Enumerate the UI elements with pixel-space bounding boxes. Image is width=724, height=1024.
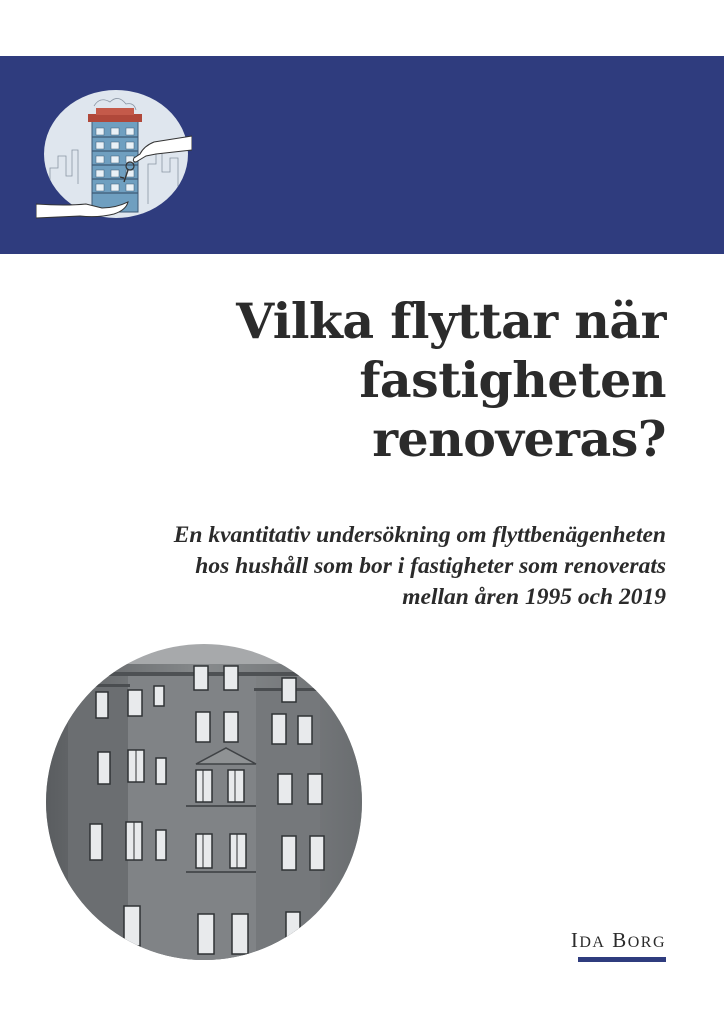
title-line: fastigheten: [359, 351, 666, 409]
title-line: Vilka flyttar när: [236, 292, 666, 350]
cover-subtitle: [46, 520, 666, 613]
apartment-building-photo: [46, 644, 362, 960]
subtitle-line: mellan åren 1995 och 2019: [402, 584, 666, 610]
author-name: IDA BORG: [570, 928, 666, 952]
subtitle-line: hos hushåll som bor i fastigheter som renoverats: [195, 553, 666, 579]
cover-title: [106, 292, 666, 469]
author-underline: [578, 957, 666, 962]
building-keys-handover-icon: [36, 84, 192, 228]
title-line: renoveras?: [372, 410, 666, 468]
subtitle-line: En kvantitativ undersökning om flyttbenägenheten: [173, 522, 666, 548]
